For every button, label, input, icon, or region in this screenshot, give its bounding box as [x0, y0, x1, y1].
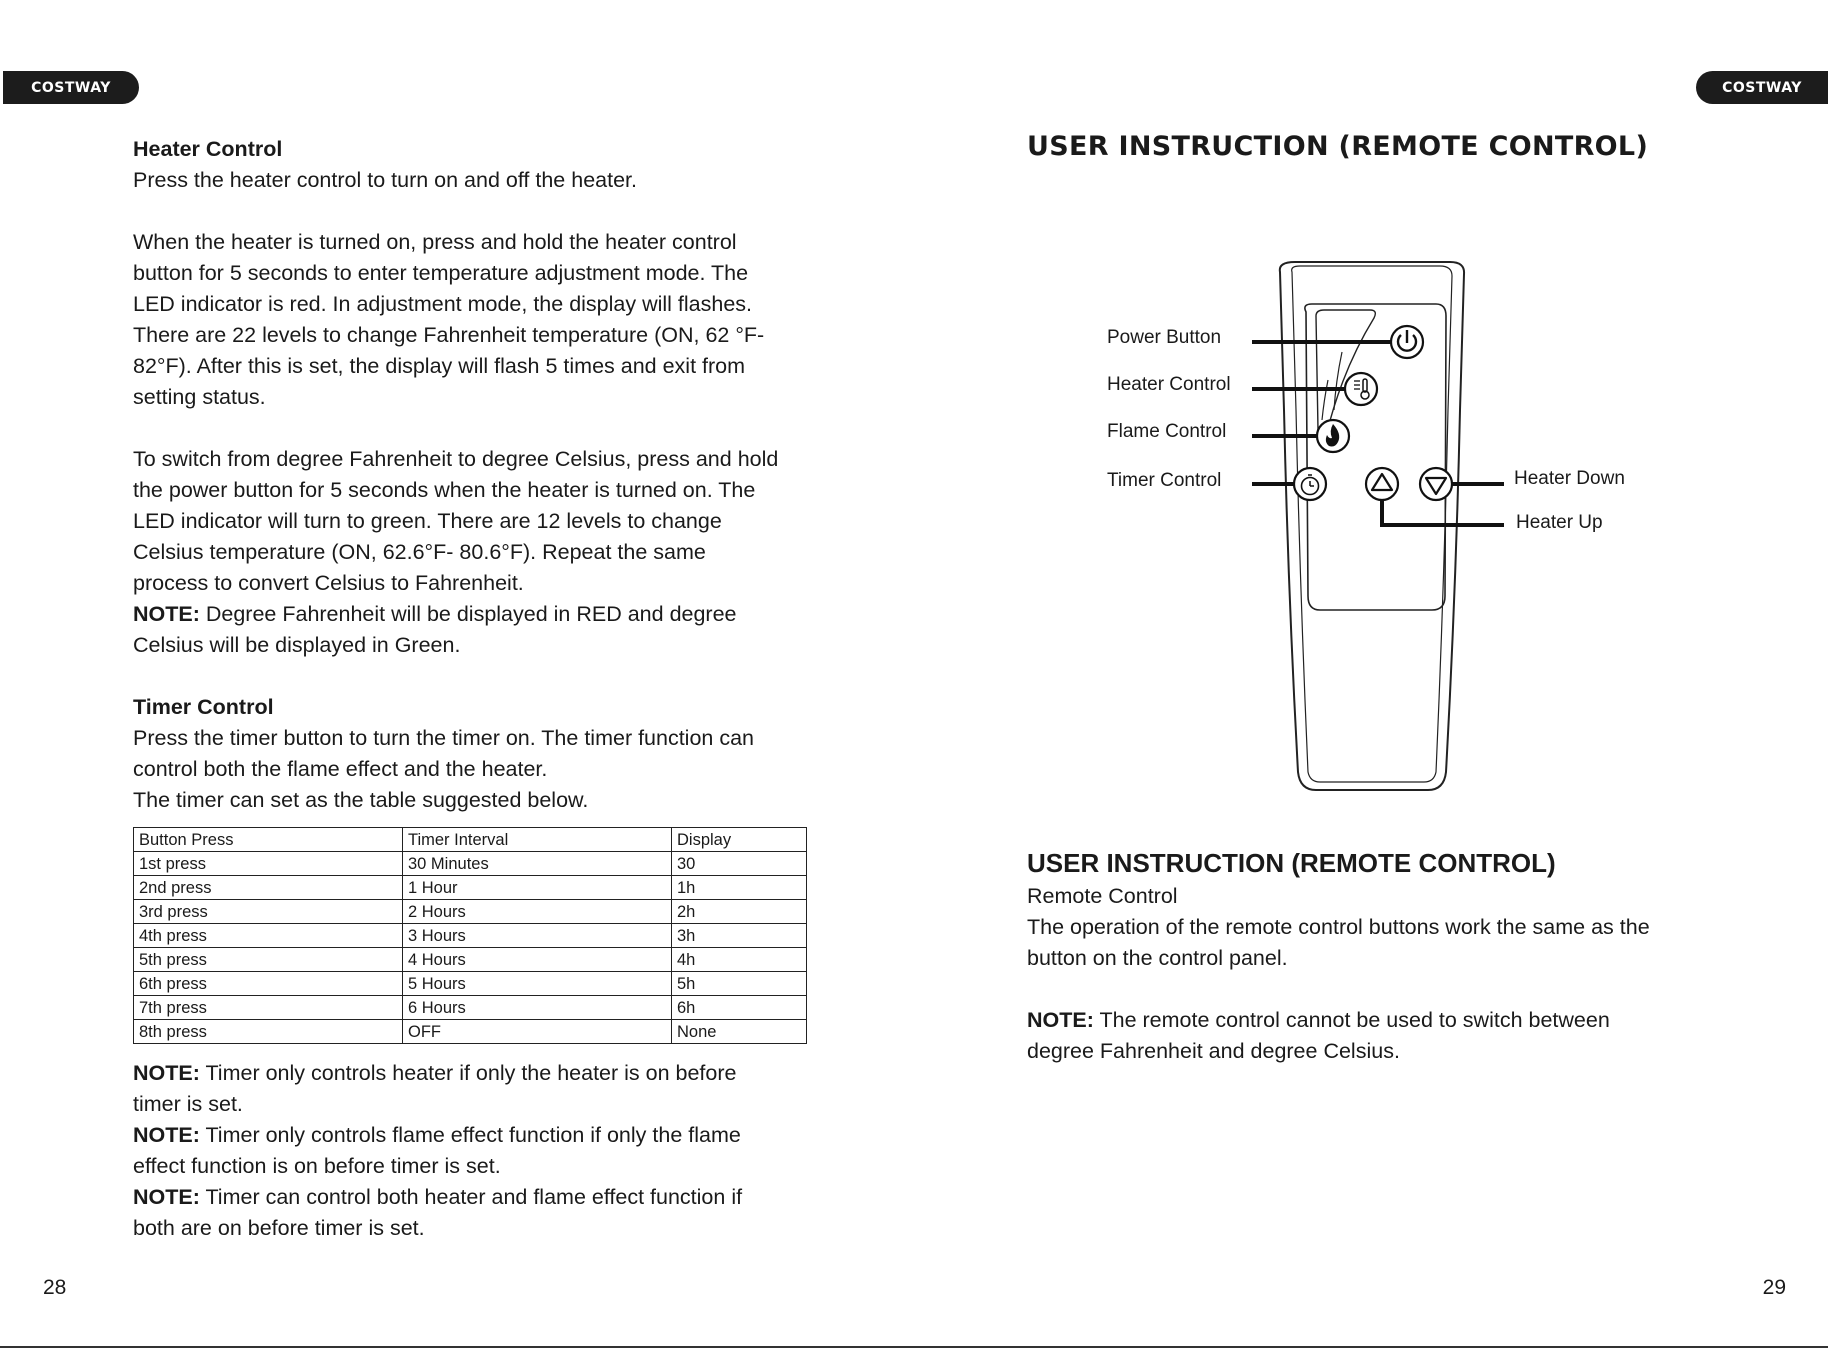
section-heading: USER INSTRUCTION (REMOTE CONTROL) [1027, 848, 1556, 878]
table-cell: OFF [403, 1020, 672, 1044]
page-title: USER INSTRUCTION (REMOTE CONTROL) [1027, 131, 1649, 162]
label-heater-up: Heater Up [1516, 512, 1603, 533]
triangle-down-icon [1420, 468, 1452, 500]
heater-adjust-line: button for 5 seconds to enter temperature adjustment mode. The [133, 261, 749, 285]
table-cell: 7th press [134, 996, 403, 1020]
celsius-switch-line: To switch from degree Fahrenheit to degree Celsius, press and hold [133, 447, 779, 471]
table-cell: 1st press [134, 852, 403, 876]
timer-note-line: NOTE: Timer only controls flame effect function if only the flame [133, 1123, 741, 1147]
note-label: NOTE: [133, 602, 200, 626]
timer-note-line: effect function is on before timer is set. [133, 1154, 501, 1178]
note-label: NOTE: [133, 1061, 200, 1085]
heater-adjust-line: setting status. [133, 385, 266, 409]
heater-adjust-line: 82°F). After this is set, the display will flash 5 times and exit from [133, 354, 746, 378]
remote-info-line: The operation of the remote control buttons work the same as the [1027, 915, 1650, 939]
note-color-line: Celsius will be displayed in Green. [133, 633, 461, 657]
table-header: Button Press [134, 828, 403, 852]
flame-icon [1317, 420, 1349, 452]
celsius-switch-line: LED indicator will turn to green. There are 12 levels to change [133, 509, 722, 533]
table-cell: 2 Hours [403, 900, 672, 924]
timer-note-line: NOTE: Timer only controls heater if only the heater is on before [133, 1061, 737, 1085]
table-cell: 2nd press [134, 876, 403, 900]
timer-icon [1294, 468, 1326, 500]
table-row [134, 1020, 807, 1044]
thermometer-icon [1345, 373, 1377, 405]
table-cell: 1 Hour [403, 876, 672, 900]
brand-logo-left: COSTWAY [3, 71, 139, 104]
table-row [134, 900, 807, 924]
celsius-switch-line: process to convert Celsius to Fahrenheit. [133, 571, 524, 595]
table-cell: None [672, 1020, 807, 1044]
right-page-content [1027, 846, 1727, 1067]
heater-adjust-line: LED indicator is red. In adjustment mode, the display will flashes. [133, 292, 753, 316]
table-row [134, 924, 807, 948]
table-cell: 3h [672, 924, 807, 948]
table-row [134, 876, 807, 900]
table-cell: 5th press [134, 948, 403, 972]
heater-adjust-line: There are 22 levels to change Fahrenheit temperature (ON, 62 °F- [133, 323, 765, 347]
timer-note-line: timer is set. [133, 1092, 243, 1116]
heater-adjust-line: When the heater is turned on, press and hold the heater control [133, 230, 737, 254]
timer-note-line: NOTE: Timer can control both heater and flame effect function if [133, 1185, 743, 1209]
remote-note-line: degree Fahrenheit and degree Celsius. [1027, 1039, 1400, 1063]
timer-note-line: both are on before timer is set. [133, 1216, 425, 1240]
note-label: NOTE: [133, 1185, 200, 1209]
label-flame-control: Flame Control [1107, 421, 1227, 442]
label-heater-down: Heater Down [1514, 468, 1625, 489]
table-row [134, 972, 807, 996]
celsius-switch-line: Celsius temperature (ON, 62.6°F- 80.6°F). Repeat the same [133, 540, 706, 564]
table-row [134, 852, 807, 876]
bottom-divider [0, 1346, 1828, 1348]
timer-table [133, 827, 807, 1044]
table-row [134, 948, 807, 972]
section-subheading: Remote Control [1027, 884, 1178, 908]
celsius-switch-line: the power button for 5 seconds when the heater is turned on. The [133, 478, 756, 502]
table-cell: 1h [672, 876, 807, 900]
table-cell: 4 Hours [403, 948, 672, 972]
heater-control-heading: Heater Control [133, 137, 283, 161]
table-cell: 8th press [134, 1020, 403, 1044]
table-header-row [134, 828, 807, 852]
page-number-left: 28 [43, 1276, 67, 1299]
timer-intro-line: Press the timer button to turn the timer on. The timer function can [133, 726, 755, 750]
triangle-up-icon [1366, 468, 1398, 500]
timer-intro-line: control both the flame effect and the heater. [133, 757, 548, 781]
note-label: NOTE: [133, 1123, 200, 1147]
remote-info-line: button on the control panel. [1027, 946, 1288, 970]
table-cell: 30 Minutes [403, 852, 672, 876]
note-color-line: NOTE: Degree Fahrenheit will be displayed in RED and degree [133, 602, 737, 626]
table-row [134, 996, 807, 1020]
table-cell: 6th press [134, 972, 403, 996]
table-cell: 3 Hours [403, 924, 672, 948]
timer-control-heading: Timer Control [133, 695, 274, 719]
table-header: Timer Interval [403, 828, 672, 852]
timer-intro-line: The timer can set as the table suggested below. [133, 788, 589, 812]
table-cell: 5 Hours [403, 972, 672, 996]
label-timer-control: Timer Control [1107, 470, 1222, 491]
table-cell: 3rd press [134, 900, 403, 924]
table-cell: 6 Hours [403, 996, 672, 1020]
table-cell: 6h [672, 996, 807, 1020]
heater-control-intro: Press the heater control to turn on and off the heater. [133, 168, 637, 192]
remote-note-line: NOTE: The remote control cannot be used to switch between [1027, 1008, 1610, 1032]
table-header: Display [672, 828, 807, 852]
label-heater-control: Heater Control [1107, 374, 1231, 395]
table-cell: 2h [672, 900, 807, 924]
table-cell: 30 [672, 852, 807, 876]
note-label: NOTE: [1027, 1008, 1094, 1032]
brand-logo-right: COSTWAY [1696, 71, 1828, 104]
label-power-button: Power Button [1107, 327, 1222, 348]
power-icon [1391, 326, 1423, 358]
table-cell: 4h [672, 948, 807, 972]
remote-button-panel [1305, 304, 1446, 610]
table-cell: 4th press [134, 924, 403, 948]
left-page-content [133, 134, 823, 1244]
page-number-right: 29 [1762, 1276, 1786, 1299]
table-cell: 5h [672, 972, 807, 996]
